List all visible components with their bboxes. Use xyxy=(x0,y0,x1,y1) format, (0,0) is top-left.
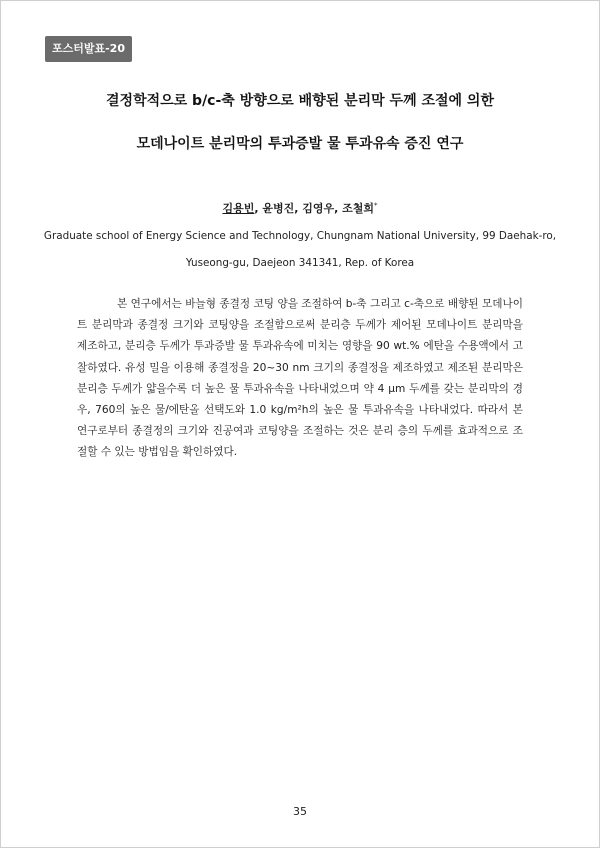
session-badge: 포스터발표-20 xyxy=(45,36,132,62)
corresponding-author-mark: * xyxy=(374,201,378,210)
title-line-1: 결정학적으로 b/c-축 방향으로 배향된 분리막 두께 조절에 의한 xyxy=(106,93,494,109)
author-list xyxy=(0,200,600,216)
affiliation-line-2: Yuseong-gu, Daejeon 341341, Rep. of Korea xyxy=(185,257,415,269)
co-authors: , 윤병진, 김영우, 조철희 xyxy=(254,202,375,215)
presenting-author: 김용빈 xyxy=(222,202,255,215)
affiliation-line-1: Graduate school of Energy Science and Technology, Chungnam National University, 99 Daehak-ro, xyxy=(43,230,557,242)
page-number: 35 xyxy=(293,805,307,818)
abstract-body: 본 연구에서는 바늘형 종결정 코팅 양을 조절하여 b-축 그리고 c-축으로 배향된 모데나이트 분리막과 종결정 크기와 코팅양을 조절함으로써 분리층 두께가 제어된 모데나이트 분리막을 제조하고, 분리층 두께가 투과증발 물 투과유속에 미치는 영향을 90 wt.% 에탄올 수용액에서 고찰하였다. 유성 밀을 이용해 종결정을 20~30 nm 크기의 종결정을 제조하였고 제조된 분리막은 분리층 두께가 얇을수록 더 높은 물 투과유속을 나타내었으며 약 4 μm 두께를 갖는 분리막의 경우, 760의 높은 물/에탄올 선택도와 1.0 kg/m²h의 높은 물 투과유속을 나타내었다. 따라서 본 연구로부터 종결정의 크기와 진공여과 코팅양을 조절하는 것은 분리 층의 두께를 효과적으로 조절할 수 있는 방법임을 확인하였다. xyxy=(77,298,523,459)
title-line-2: 모데나이트 분리막의 투과증발 물 투과유속 증진 연구 xyxy=(136,136,464,152)
